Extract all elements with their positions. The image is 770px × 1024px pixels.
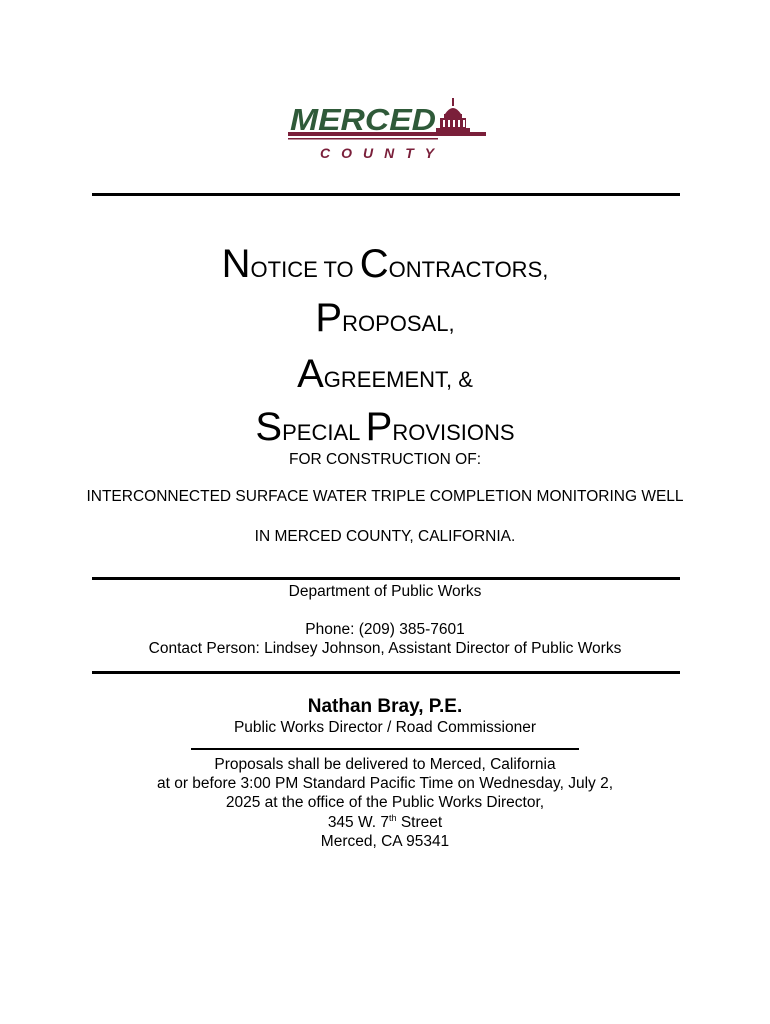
lower-divider — [92, 671, 680, 674]
department-name: Department of Public Works — [288, 583, 482, 600]
proposal-line-1: Proposals shall be delivered to Merced, California — [214, 756, 556, 773]
proposal-line-2: at or before 3:00 PM Standard Pacific Time on Wednesday, July 2, — [156, 775, 614, 792]
short-divider — [191, 748, 579, 750]
top-divider — [92, 193, 680, 196]
project-location: IN MERCED COUNTY, CALIFORNIA. — [254, 528, 516, 545]
title-line-special-provisions: SPECIAL PROVISIONS — [255, 405, 515, 449]
project-name: INTERCONNECTED SURFACE WATER TRIPLE COMPLETION MONITORING WELL — [86, 488, 684, 505]
director-title: Public Works Director / Road Commissioner — [233, 719, 537, 736]
title-line-agreement: AGREEMENT, & — [297, 352, 473, 396]
logo-county-text: COUNTY — [320, 145, 446, 161]
logo-wordmark: MERCED — [290, 102, 436, 137]
phone-number: Phone: (209) 385-7601 — [305, 621, 465, 638]
title-line-notice: NOTICE TO CONTRACTORS, — [221, 242, 549, 286]
proposal-line-3: 2025 at the office of the Public Works Director, — [225, 794, 545, 811]
for-construction-label: FOR CONSTRUCTION OF: — [288, 451, 482, 468]
director-name: Nathan Bray, P.E. — [307, 696, 463, 717]
middle-divider — [92, 577, 680, 580]
title-line-proposal: PROPOSAL, — [315, 296, 455, 340]
merced-county-logo — [286, 92, 486, 164]
contact-person: Contact Person: Lindsey Johnson, Assistant Director of Public Works — [148, 640, 622, 657]
proposal-city: Merced, CA 95341 — [320, 833, 450, 850]
proposal-address: 345 W. 7th Street — [327, 813, 443, 832]
